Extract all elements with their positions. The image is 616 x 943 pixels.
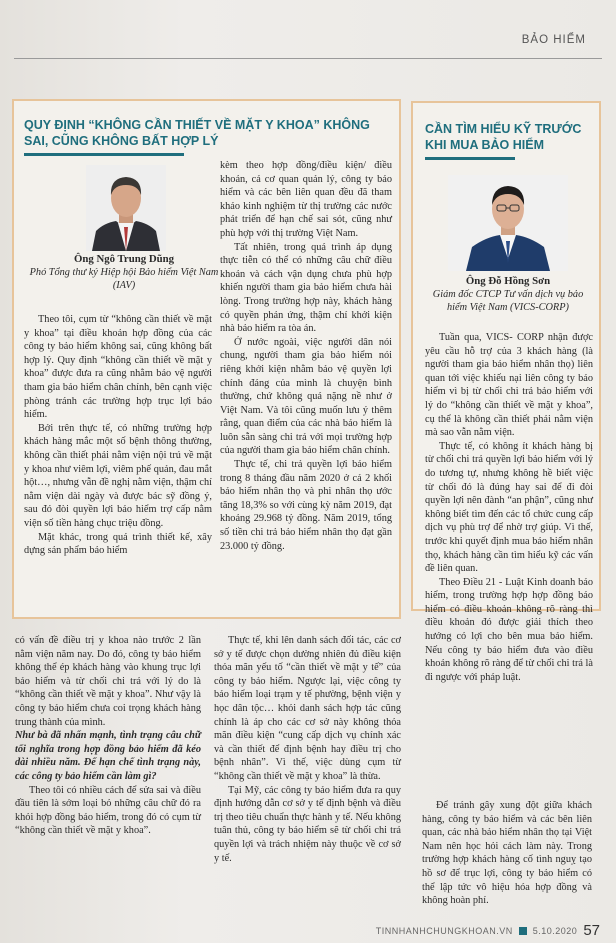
paragraph: Thực tế, khi lên danh sách đối tác, các cơ sở y tế được chọn dường nhiên đủ điều kiện thỏa mãn yếu tố “cần thiết về mặt y tế” của công ty bảo hiểm. Ngược lại, việc công ty bảo hiểm loại trạm y tế phường, bệnh viện y học dân tộc… khỏi danh sách hợp tác cũng chính là áp cho các cơ sở này không thỏa mãn điều kiện “cung cấp dịch vụ chính xác và cần thiết để định bệnh hay điều trị cho bệnh nhân”. Vì thế, việc dùng cụm từ “không cần thiết về mặt y khoa” là thừa. [214, 635, 401, 782]
person-name: Ông Ngô Trung Dũng [73, 253, 175, 265]
box-title-vics: CẦN TÌM HIỂU KỸ TRƯỚC KHI MUA BẢO HIỂM [425, 122, 582, 152]
box-title-iav: QUY ĐỊNH “KHÔNG CẦN THIẾT VỀ MẶT Y KHOA” KHÔNG SAI, CŨNG KHÔNG BẤT HỢP LÝ [24, 118, 370, 148]
square-icon [519, 927, 527, 935]
box2-column [425, 331, 593, 684]
header-rule [14, 58, 602, 59]
paragraph: Tuần qua, VICS- CORP nhận được yêu cầu hỗ trợ của 3 khách hàng (là người tham gia bảo hiểm nhân thọ) liên quan tới việc khiếu nại liên công ty bảo hiểm vì bị từ chối chi trả bảo hiểm với lý do “không cần thiết về mặt y khoa”, cụ thể là không cần thiết phải nằm viện mà sao vẫn nằm viện. [425, 332, 593, 439]
person-role: Phó Tổng thư ký Hiệp hội Bảo hiểm Việt Nam (IAV) [29, 267, 219, 291]
paragraph: Bởi trên thực tế, có những trường hợp khách hàng mắc một số bệnh thông thường, không cần thiết phải nằm viện nội trú về mặt y khoa như viêm lợi, viêm phế quản, đau mắt hột…, nhưng vẫn đề nghị nằm viện, thậm chí nằm viện dài ngày và được bác sỹ đồng ý, sau đó đòi quyền lợi bảo hiểm trợ cấp nằm viện số tiền hàng chục triệu đồng. [24, 422, 212, 529]
body-column-1 [15, 634, 201, 838]
paragraph: Theo Điều 21 - Luật Kinh doanh bảo hiểm, trong trường hợp hợp đồng bảo hiểm có điều khoản không rõ ràng thì điều khoản đó được giải thích theo hướng có lợi cho bên mua bảo hiểm. Nếu công ty bảo hiểm đưa vào điều khoản không rõ ràng để từ chối chi trả là đi ngược với pháp luật. [425, 576, 593, 683]
paragraph: Theo tôi, cụm từ “không cần thiết về mặt y khoa” tại điều khoản hợp đồng của các công ty bảo hiểm không sai, cũng không bất hợp lý. Quy định “không cần thiết về mặt y khoa” được đưa ra cũng nhằm bảo vệ người tham gia bảo hiểm chân chính, bên cạnh việc phòng tránh các trường hợp trục lợi bảo hiểm. [24, 314, 212, 421]
person-role: Giám đốc CTCP Tư vấn dịch vụ bảo hiểm Việt Nam (VICS-CORP) [432, 289, 584, 313]
paragraph: Theo tôi có nhiều cách để sửa sai và điều đầu tiên là sớm loại bỏ những câu chữ đó ra khỏi hợp đồng bảo hiểm, trong đó có cụm từ “không cần thiết về mặt y khoa”. [15, 784, 201, 837]
paragraph: kèm theo hợp đồng/điều kiện/ điều khoản, cả cơ quan quản lý, công ty bảo hiểm và các bên liên quan đều đã tham khảo kinh nghiệm từ thị trường các nước phát triển để hạn chế sai sót, cũng như phù hợp với thị trường Việt Nam. [220, 160, 392, 239]
paragraph: Thực tế, chi trả quyền lợi bảo hiểm trong 8 tháng đầu năm 2020 ở cả 2 khối bảo hiểm nhân thọ và phi nhân thọ ước tăng 18,3% so với cùng kỳ năm 2019, đạt khoảng 29.968 tỷ đồng. Năm 2019, tổng số tiền chi trả bảo hiểm nhân thọ đạt gần 23.000 tỷ đồng. [220, 459, 392, 552]
body-column-2 [214, 634, 401, 865]
person-caption-iav [24, 253, 224, 292]
body-column-3 [422, 799, 592, 908]
paragraph: Ở nước ngoài, việc người dân nói chung, người tham gia bảo hiểm nói riêng khởi kiện nhằm bảo vệ quyền lợi chính đáng của mình là chuyện bình thường, chứ không quá nặng nề như ở Việt Nam. Và tôi cũng muốn lưu ý thêm rằng, quan điểm của các nhà bảo hiểm là luôn sẵn sàng chi trả với mọi trường hợp của người tham gia bảo hiểm chân chính. [220, 336, 392, 457]
section-label: BẢO HIỂM [521, 34, 586, 46]
box1-column-2 [220, 159, 392, 553]
paragraph: Tại Mỹ, các công ty bảo hiểm đưa ra quy định hướng dẫn cơ sở y tế định bệnh và điều trị theo tiêu chuẩn thực hành y tế. Nếu không tuân thủ, công ty bảo hiểm sẽ từ chối chi trả quyền lợi và trách nhiệm này thuộc về cơ sở y tế. [214, 784, 401, 864]
title-rule [24, 153, 184, 156]
page-number: 57 [583, 922, 600, 939]
paragraph: Để tránh gây xung đột giữa khách hàng, công ty bảo hiểm và các bên liên quan, các nhà bảo hiểm nhân thọ tại Việt Nam nên học hỏi cách làm này. Trong trường hợp khách hàng cố tình nguỵ tạo hồ sơ để trục lợi, công ty bảo hiểm có thể lập tức vô hiệu hóa hợp đồng và không hoàn phí. [422, 800, 592, 907]
paragraph: Thực tế, có không ít khách hàng bị từ chối chi trả quyền lợi bảo hiểm với lý do tương tự, nhưng không hề biết việc từ chối đó là đúng hay sai để đi đòi quyền lợi nên đành “an phận”, cũng như không biết tìm đến các tổ chức cung cấp dịch vụ phù trợ để nhờ trợ giúp. Vì thế, trước khi quyết định mua bảo hiểm nhân thọ, khách hàng cần tìm hiểu kỹ các vấn đề liên quan. [425, 440, 593, 575]
title-rule [425, 157, 515, 160]
interview-question: Như bà đã nhấn mạnh, tình trạng câu chữ tối nghĩa trong hợp đồng bảo hiểm đã kéo dài nhiều năm. Để hạn chế tình trạng này, các công ty bảo hiểm cần làm gì? [15, 730, 201, 782]
paragraph: Mặt khác, trong quá trình thiết kế, xây dựng sản phẩm bảo hiểm [24, 531, 212, 557]
footer-site: TINNHANHCHUNGKHOAN.VN [375, 925, 513, 936]
paragraph: Tất nhiên, trong quá trình áp dụng thực tiễn có thể có những câu chữ điều khoản và cách vận dụng chưa phù hợp khiến người tham gia bảo hiểm chưa hài lòng. Trong trường hợp này, khách hàng có quyền phản ứng, thậm chí khởi kiện nhà bảo hiểm ra tòa án. [220, 241, 392, 335]
person-name: Ông Đỗ Hồng Sơn [465, 275, 551, 287]
box1-column-1 [24, 313, 212, 558]
footer-date: 5.10.2020 [532, 925, 578, 936]
portrait-ngo-trung-dung [86, 165, 166, 251]
page-footer [376, 922, 600, 939]
paragraph: có vấn đề điều trị y khoa nào trước 2 lần nằm viện năm nay. Do đó, công ty bảo hiểm không thể ép khách hàng vào khung trục lợi bảo hiểm và từ chối chi trả với lý do là “không cần thiết về mặt y khoa”. Như vậy là công ty bảo hiểm chưa coi trọng khách hàng trung thành của mình. [15, 635, 201, 728]
portrait-do-hong-son [448, 175, 568, 271]
person-caption-vics [423, 275, 593, 314]
sidebar-box-iav [12, 99, 401, 619]
sidebar-box-vics [411, 101, 601, 683]
